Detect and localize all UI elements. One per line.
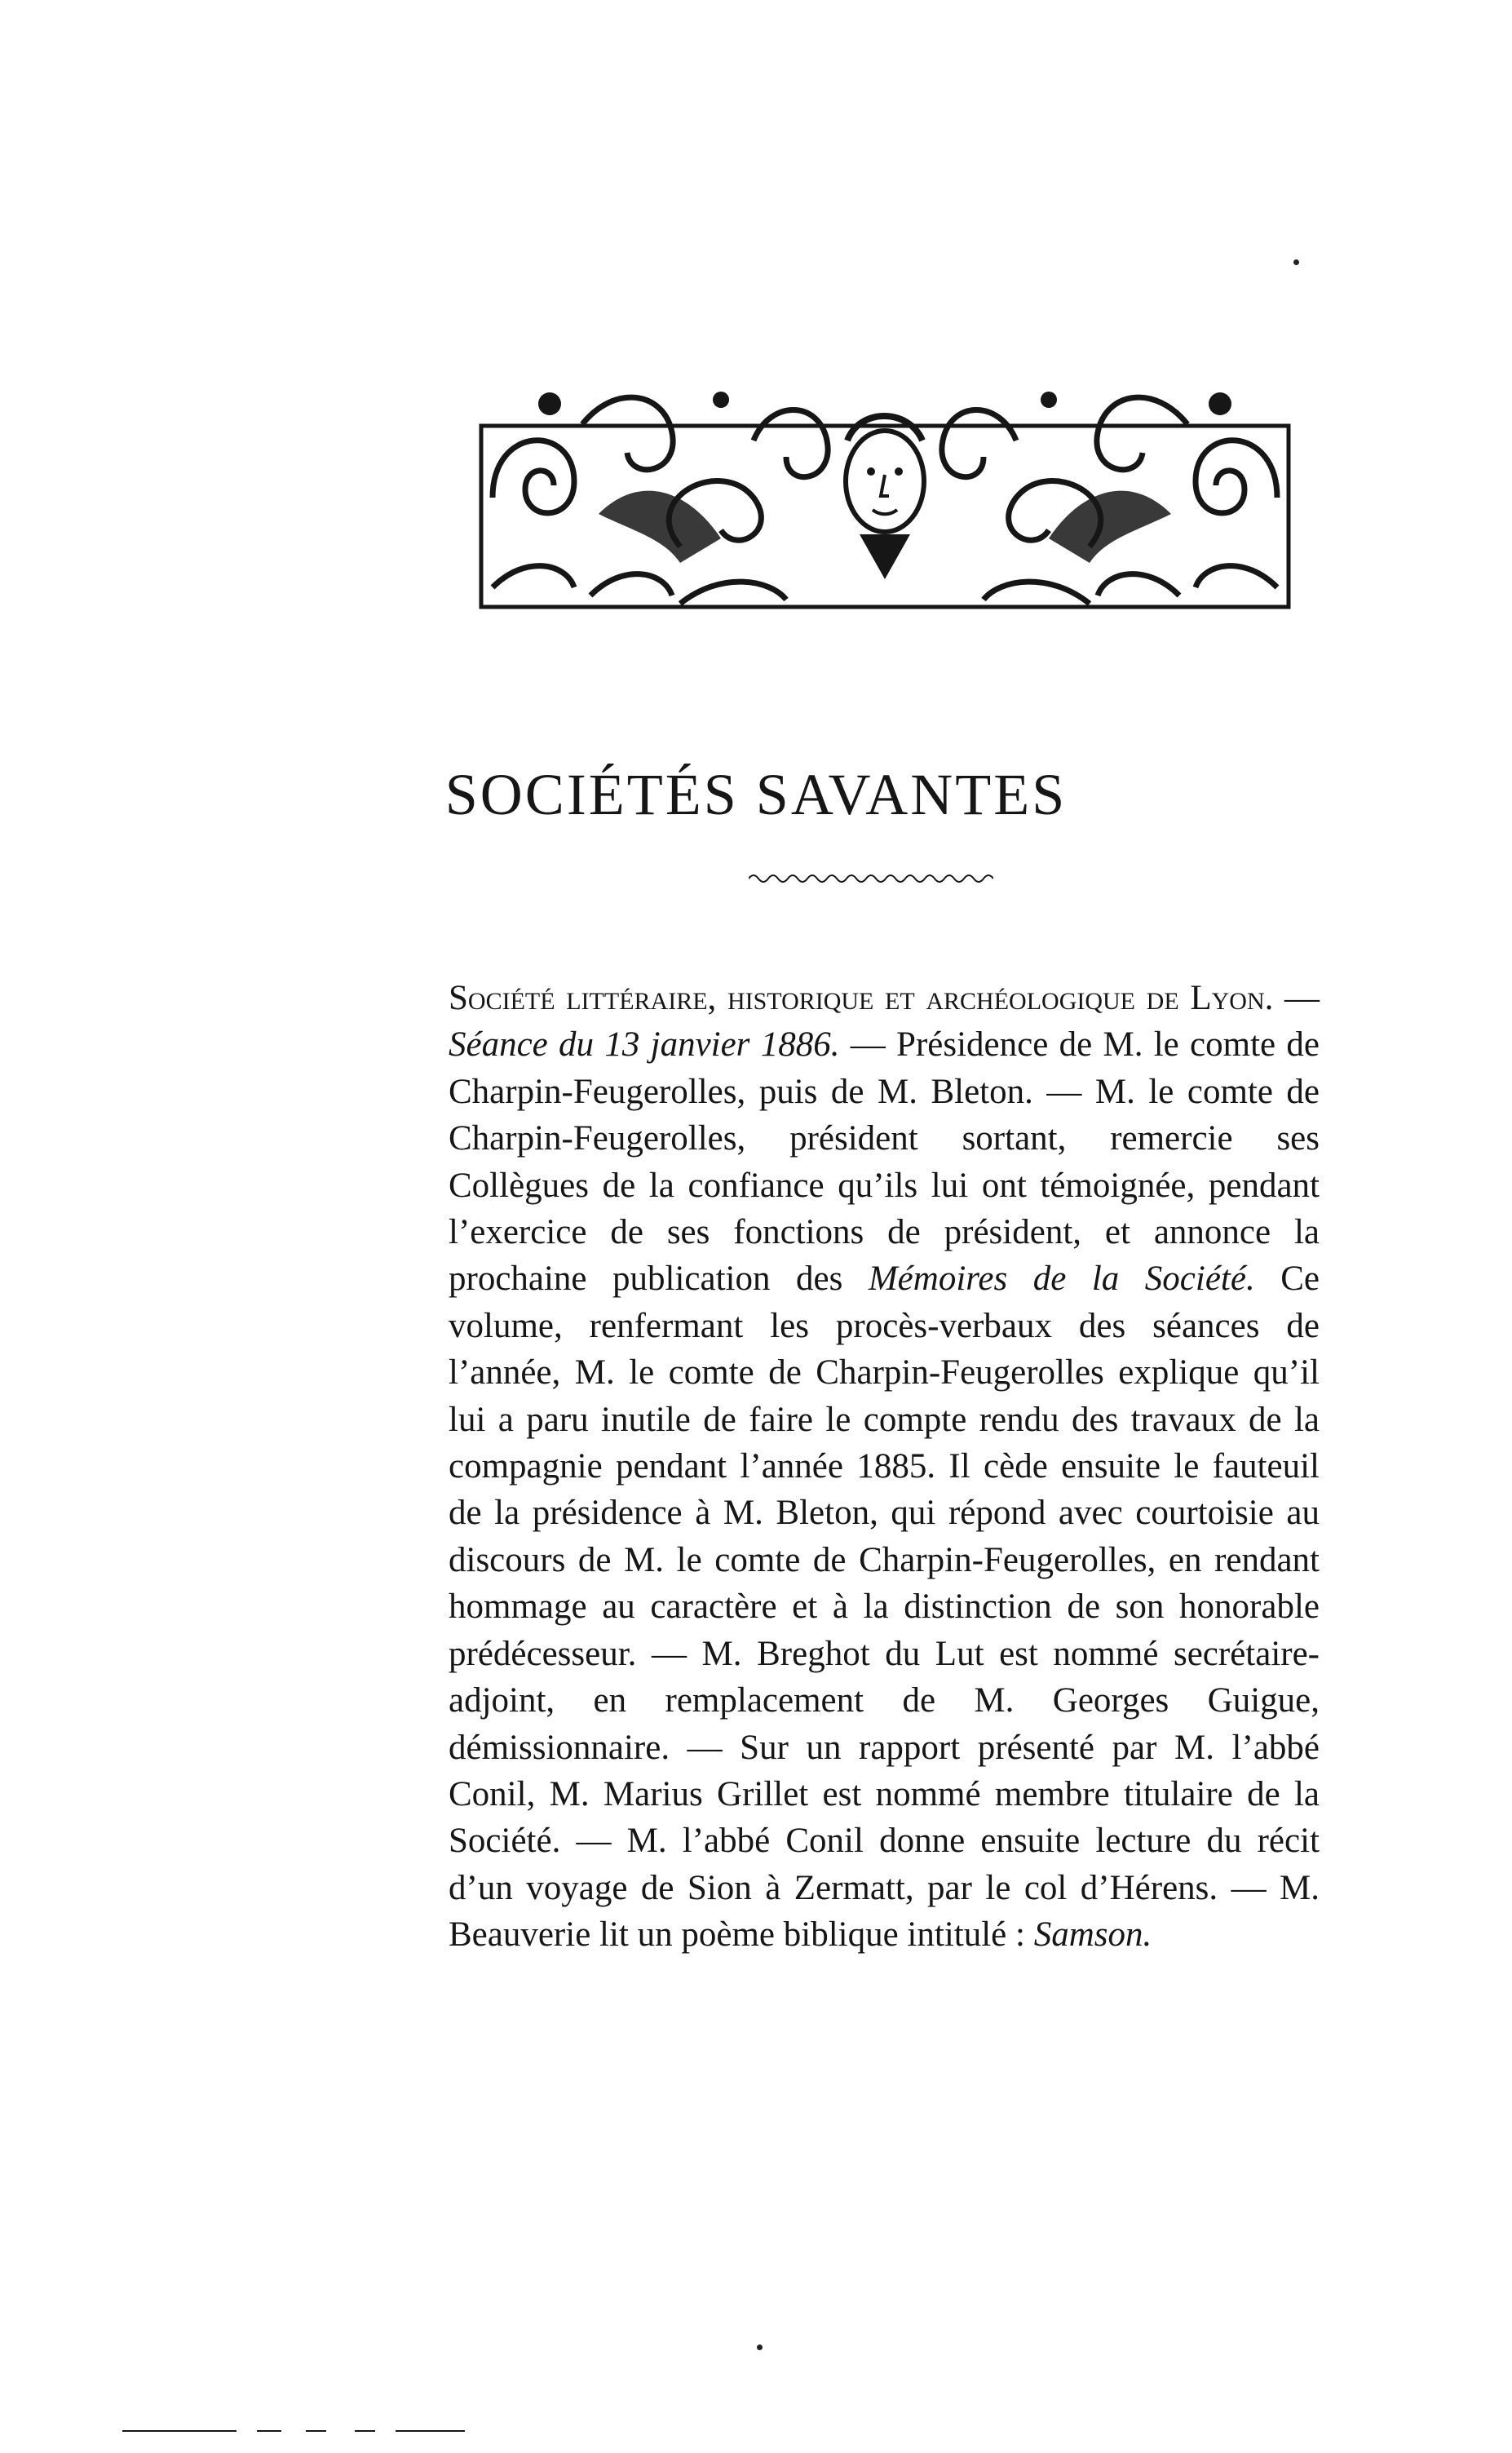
article-text-part1: — Présidence de M. le comte de Charpin-Feugerolles, puis de M. Bleton. — M. le comte de Charpin-Feugerolles, président sortant, remercie ses Collègues de la confiance qu’ils lui ont témoignée, pendant l’exercice de ses fonctions de président, et annonce la prochaine publication des (449, 1025, 1320, 1299)
article-text-part2: Ce volume, renfermant les procès-verbaux des séances de l’année, M. le comte de Charpin-Feugerolles explique qu’il lui a paru inutile de faire le compte rendu des travaux de la compagnie pendant l’année 1885. Il cède ensuite le fauteuil de la présidence à M. Bleton, qui répond avec courtoisie au discours de M. le comte de Charpin-Feugerolles, en rendant hommage au caractère et à la distinction de son honorable prédécesseur. — M. Breghot du Lut est nommé secrétaire-adjoint, en remplacement de M. Georges Guigue, démissionnaire. — Sur un rapport présenté par M. l’abbé Conil, M. Marius Grillet est nommé membre titulaire de la Société. — M. l’abbé Conil donne ensuite lecture du récit d’un voyage de Sion à Zermatt, par le col d’Hérens. — M. Beauverie lit un poème biblique intitulé : (449, 1260, 1320, 1955)
seance-date: Séance du 13 janvier 1886. (449, 1025, 840, 1065)
memoires-title: Mémoires de la Société. (868, 1260, 1255, 1299)
samson-title: Samson. (1033, 1915, 1152, 1955)
title-ornamental-rule (749, 873, 993, 884)
ornamental-headpiece-icon (476, 375, 1293, 612)
print-speck (1293, 259, 1299, 265)
society-first-word: Société (449, 979, 555, 1017)
article-paragraph (449, 975, 1320, 1959)
society-name: littéraire, historique et archéologique de (566, 979, 1179, 1017)
society-city: Lyon (1190, 979, 1265, 1017)
page-title: SOCIÉTÉS SAVANTES (444, 762, 1068, 827)
print-speck (757, 2345, 763, 2350)
bottom-edge-marks (122, 2429, 465, 2433)
separator: . — (1264, 979, 1320, 1017)
